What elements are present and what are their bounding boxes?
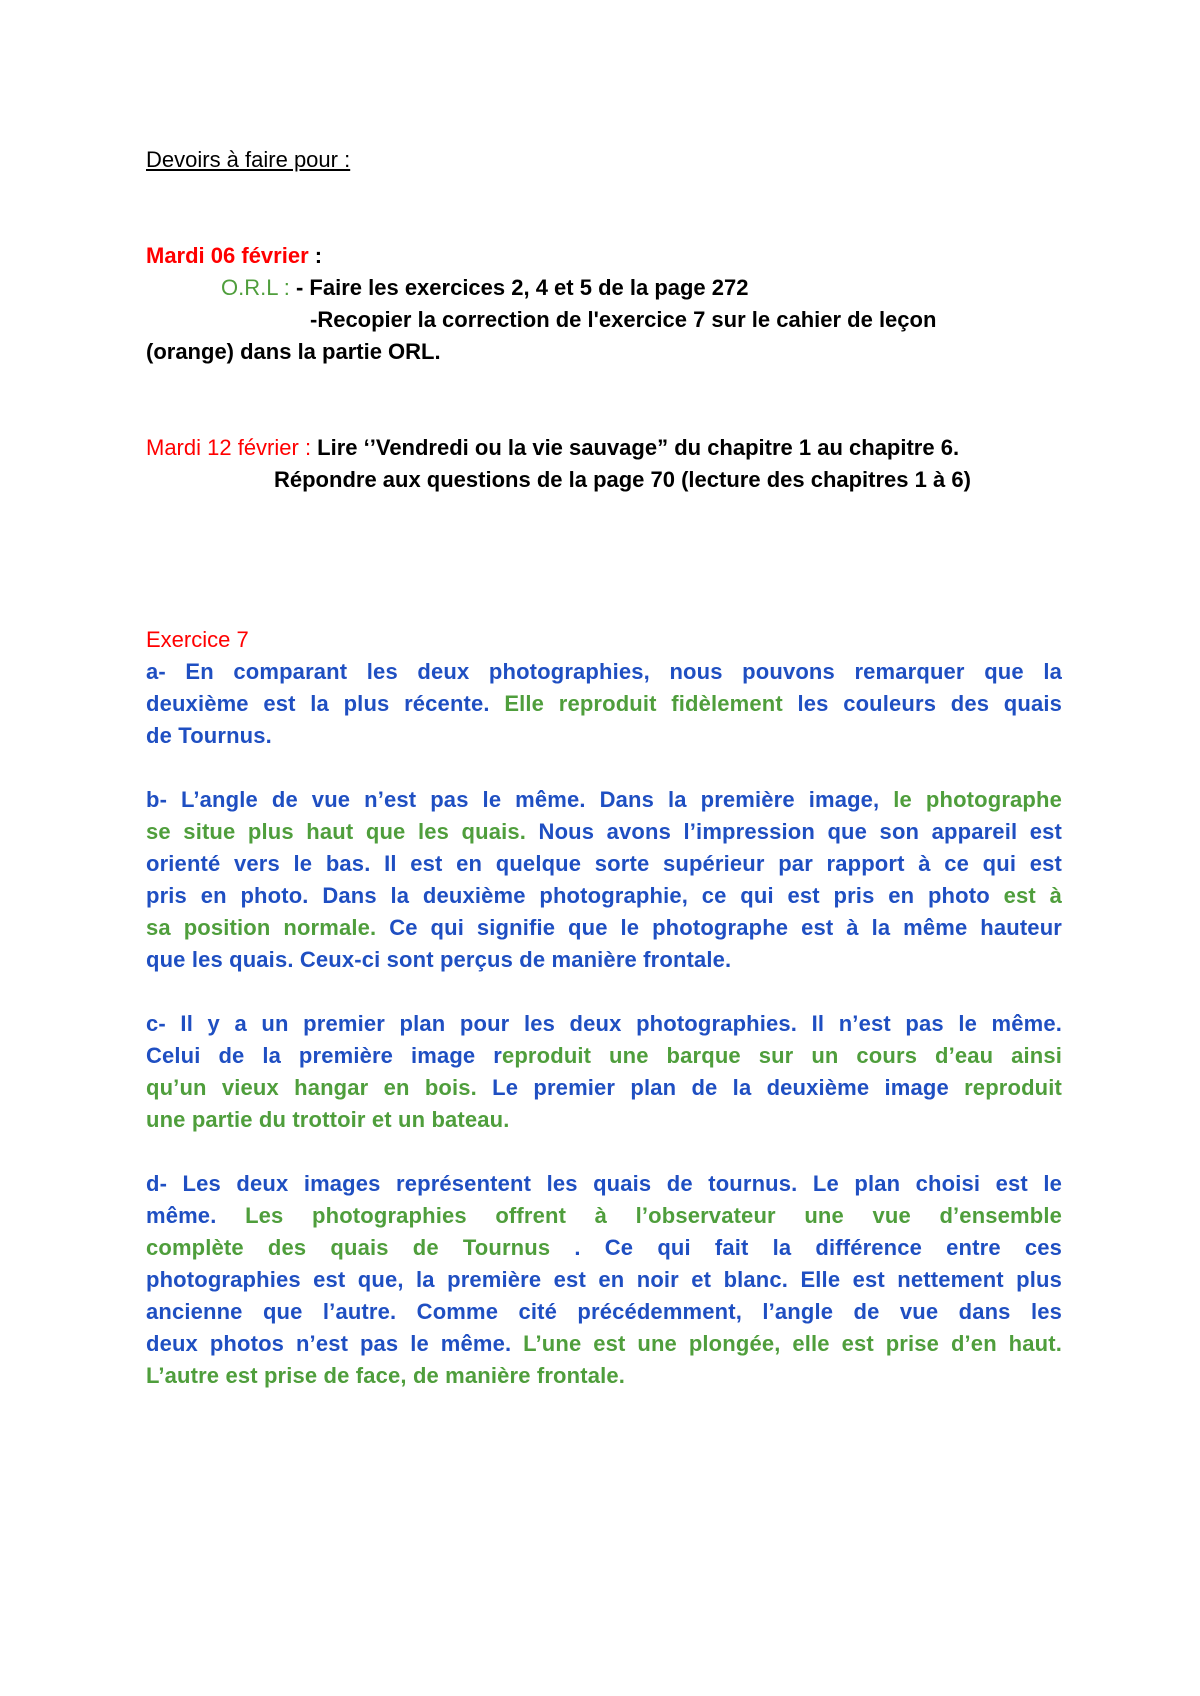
exercise-c-line-1: c- Il y a un premier plan pour les deux photographies. Il n’est pas le même.	[146, 1011, 1062, 1036]
exercise-a-line-2	[146, 689, 1062, 719]
exercise-d-line-1: d- Les deux images représentent les quais de tournus. Le plan choisi est le	[146, 1171, 1062, 1196]
exercise-d-line-6	[146, 1329, 1062, 1359]
exercise-a-line-3: de Tournus.	[146, 723, 272, 748]
exercise-b-line-4	[146, 881, 1062, 911]
exercise-a-line-2-blue-2: les couleurs des quais	[782, 691, 1062, 716]
exercise-b-line-1-green: le photographe	[893, 787, 1062, 812]
exercise-d-line-7: L’autre est prise de face, de manière frontale.	[146, 1363, 626, 1388]
exercise-c-line-3-green: qu’un vieux hangar en bois.	[146, 1075, 477, 1100]
exercise-d-line-3	[146, 1233, 1062, 1263]
exercise-c-line-3	[146, 1073, 1062, 1103]
exercise-d-line-4: photographies est que, la première est en noir et blanc. Elle est nettement plus	[146, 1267, 1062, 1292]
homework-1-colon: :	[308, 243, 323, 268]
exercise-b-line-3: orienté vers le bas. Il est en quelque sorte supérieur par rapport à ce qui est	[146, 851, 1062, 876]
exercise-c-line-4: une partie du trottoir et un bateau.	[146, 1107, 510, 1132]
homework-1-task-2-line-2: (orange) dans la partie ORL.	[146, 339, 441, 364]
homework-1-task-1: - Faire les exercices 2, 4 et 5 de la page 272	[295, 275, 749, 300]
exercise-d-line-2	[146, 1201, 1062, 1231]
exercise-a-line-2-blue: deuxième est la plus récente.	[146, 691, 505, 716]
exercise-b-line-6: que les quais. Ceux-ci sont perçus de manière frontale.	[146, 947, 732, 972]
exercise-b-line-5-blue: Ce qui signifie que le photographe est à la même hauteur	[376, 915, 1062, 940]
exercise-d-line-6-green: L’une est une plongée, elle est prise d’en haut.	[523, 1331, 1062, 1356]
homework-1-task-1-line	[221, 273, 749, 303]
homework-1-date: Mardi 06 février	[146, 243, 309, 268]
exercise-b-line-2-blue: Nous avons l’impression que son appareil est	[526, 819, 1062, 844]
exercise-a-line-2-green: Elle reproduit fidèlement	[504, 691, 783, 716]
exercise-c-line-3-green-2: reproduit	[964, 1075, 1062, 1100]
exercise-c-line-2-blue: Celui de la première image r	[146, 1043, 502, 1068]
exercise-title: Exercice 7	[146, 627, 249, 652]
exercise-a-line-1: a- En comparant les deux photographies, nous pouvons remarquer que la	[146, 659, 1062, 684]
exercise-b-line-5	[146, 913, 1062, 943]
homework-1-task-2-line-1: -Recopier la correction de l'exercice 7 sur le cahier de leçon	[310, 307, 937, 332]
exercise-c-line-3-blue: Le premier plan de la deuxième image	[476, 1075, 965, 1100]
exercise-b-line-4-blue: pris en photo. Dans la deuxième photographie, ce qui est pris en photo	[146, 883, 1004, 908]
homework-2-date: Mardi 12 février :	[146, 435, 318, 460]
exercise-d-line-6-blue: deux photos n’est pas le même.	[146, 1331, 524, 1356]
exercise-d-line-2-green: Les photographies offrent à l’observateur une vue d’ensemble	[245, 1203, 1063, 1228]
exercise-b-line-1-blue: b- L’angle de vue n’est pas le même. Dans la première image,	[146, 787, 894, 812]
homework-1-date-line	[146, 241, 322, 271]
exercise-b-line-1	[146, 785, 1062, 815]
exercise-c-line-2	[146, 1041, 1062, 1071]
exercise-b-line-5-green: sa position normale.	[146, 915, 377, 940]
exercise-b-line-4-green: est à	[1003, 883, 1062, 908]
exercise-d-line-5: ancienne que l’autre. Comme cité précédemment, l’angle de vue dans les	[146, 1299, 1062, 1324]
exercise-d-line-3-blue: . Ce qui fait la différence entre ces	[574, 1235, 1062, 1260]
exercise-b-line-2	[146, 817, 1062, 847]
exercise-d-line-3-green: complète des quais de Tournus	[146, 1235, 575, 1260]
exercise-d-line-2-blue: même.	[146, 1203, 246, 1228]
exercise-c-line-2-green: eproduit une barque sur un cours d’eau ainsi	[501, 1043, 1063, 1068]
page-title: Devoirs à faire pour :	[146, 147, 351, 172]
homework-2-task-2: Répondre aux questions de la page 70 (lecture des chapitres 1 à 6)	[274, 467, 971, 492]
homework-2-task-1: Lire ‘’Vendredi ou la vie sauvage” du chapitre 1 au chapitre 6.	[317, 435, 960, 460]
homework-2-line-1	[146, 433, 959, 463]
exercise-b-line-2-green: se situe plus haut que les quais.	[146, 819, 526, 844]
homework-1-subject: O.R.L :	[221, 275, 296, 300]
